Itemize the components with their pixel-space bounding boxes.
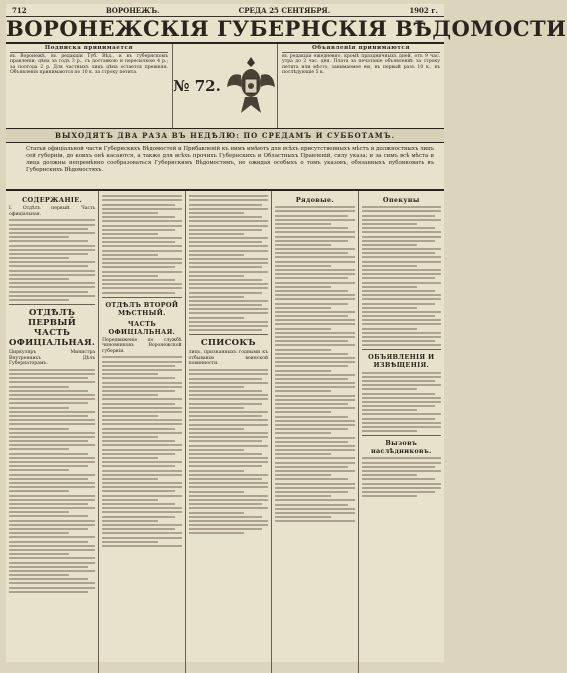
city: ВОРОНЕЖЪ. — [105, 6, 160, 15]
column-5-text-top — [362, 206, 441, 346]
circular-title: Циркуляръ Министра Внутреннихъ Дѣлъ Губернаторамъ. — [9, 349, 96, 367]
column-1-text-block — [9, 219, 95, 301]
official-part-heading: ЧАСТЬ ОФИЦІАЛЬНАЯ. — [108, 319, 176, 336]
column-1 — [6, 191, 99, 673]
advert-heading: Объявленія принимаются — [282, 46, 440, 53]
article-columns — [6, 191, 444, 673]
intro-paragraph: Статьи офиціальной части Губернскихъ Вѣдомостей и Прибавленій къ нимъ имѣютъ для всѣхъ присутственныхъ мѣстъ и должностныхъ лицъ сей губерніи, до коихъ онѣ касаются, а также для всѣхъ прочихъ Губернскихъ и Областныхъ Правленій, силу указа; и за симъ всѣ мѣста и лица должны непремѣнно сообразоваться Губернскимъ Вѣдомостямъ, не ожидая особыхъ о томъ указовъ, обязанныхъ публиковать въ Губернскихъ Вѣдомостяхъ. — [6, 143, 444, 191]
column-2-text-top — [102, 195, 181, 293]
section-two-heading: ОТДѢЛЪ ВТОРОЙ МѢСТНЫЙ. — [105, 300, 179, 317]
section-one-heading: ОТДѢЛЪ ПЕРВЫЙ ЧАСТЬ ОФИЦІАЛЬНАЯ. — [9, 307, 96, 348]
edge-mark: 712 — [12, 6, 27, 15]
column-4-heading: Рядовые. — [295, 196, 334, 204]
issue-year: 1902 г. — [409, 6, 438, 15]
guardians-heading: Опекуны — [382, 196, 420, 204]
column-1-article — [9, 369, 95, 593]
column-1-heading: СОДЕРЖАНІЕ. — [22, 196, 83, 204]
header-center — [172, 44, 278, 128]
column-3-list — [189, 369, 268, 534]
coat-of-arms-icon — [225, 53, 277, 119]
column-4-list — [275, 206, 354, 522]
publication-banner: ВЫХОДЯТЪ ДВА РАЗА ВЪ НЕДѢЛЮ: ПО СРЕДАМЪ И СУББОТАМЪ. — [6, 129, 444, 143]
column-4 — [272, 191, 358, 673]
issue-number: № 72. — [173, 77, 221, 95]
newspaper-page — [6, 4, 567, 662]
list-heading: СПИСОКЪ — [200, 338, 256, 349]
advert-info — [278, 44, 444, 128]
list-subtitle: лицъ, признанныхъ годными къ отбыванію воинской повинности. — [188, 350, 269, 367]
subscription-heading: Подписка принимается — [10, 46, 168, 53]
column-5-announcements — [362, 372, 441, 433]
header-info — [6, 44, 444, 129]
column-5-heirs — [362, 457, 441, 497]
column-5 — [359, 191, 444, 673]
masthead-title: ВОРОНЕЖСКІЯ ГУБЕРНСКІЯ ВѢДОМОСТИ — [6, 17, 444, 44]
issue-date: СРЕДА 25 СЕНТЯБРЯ. — [238, 6, 331, 15]
subscription-text: въ Воронежѣ, въ редакціи Губ. Вѣд., и въ губернскомъ правленіи; цѣна за годъ 3 р., съ доставкою и пересылкою 4 р.; за полгода 2 р. Для частныхъ лицъ цѣна остается прежняя. Объявленія принимаются по 10 к. за строку петита. — [10, 53, 168, 76]
column-2-article — [102, 356, 181, 546]
advert-text: въ редакціи ежедневно, кромѣ праздничныхъ дней, отъ 9 час. утра до 2 час. дня. Плата за печатаніе объявленій: за строку петита или мѣсто, занимаемое ею, въ первый разъ 10 к., въ послѣдующіе 5 к. — [282, 53, 440, 76]
column-1-contents: I. Отдѣлъ первый. Часть офиціальная. — [9, 206, 96, 217]
heirs-heading: Вызовъ наслѣдниковъ. — [370, 439, 432, 456]
column-2 — [99, 191, 185, 673]
column-3-text-top — [189, 195, 268, 331]
announcements-heading: ОБЪЯВЛЕНІЯ И ИЗВѢЩЕНІЯ. — [368, 353, 435, 370]
subscription-info — [6, 44, 172, 128]
column-2-subtitle: Передвиженіе по службѣ чиновниковъ Воронежской губерніи. — [102, 337, 182, 354]
column-3 — [186, 191, 272, 673]
